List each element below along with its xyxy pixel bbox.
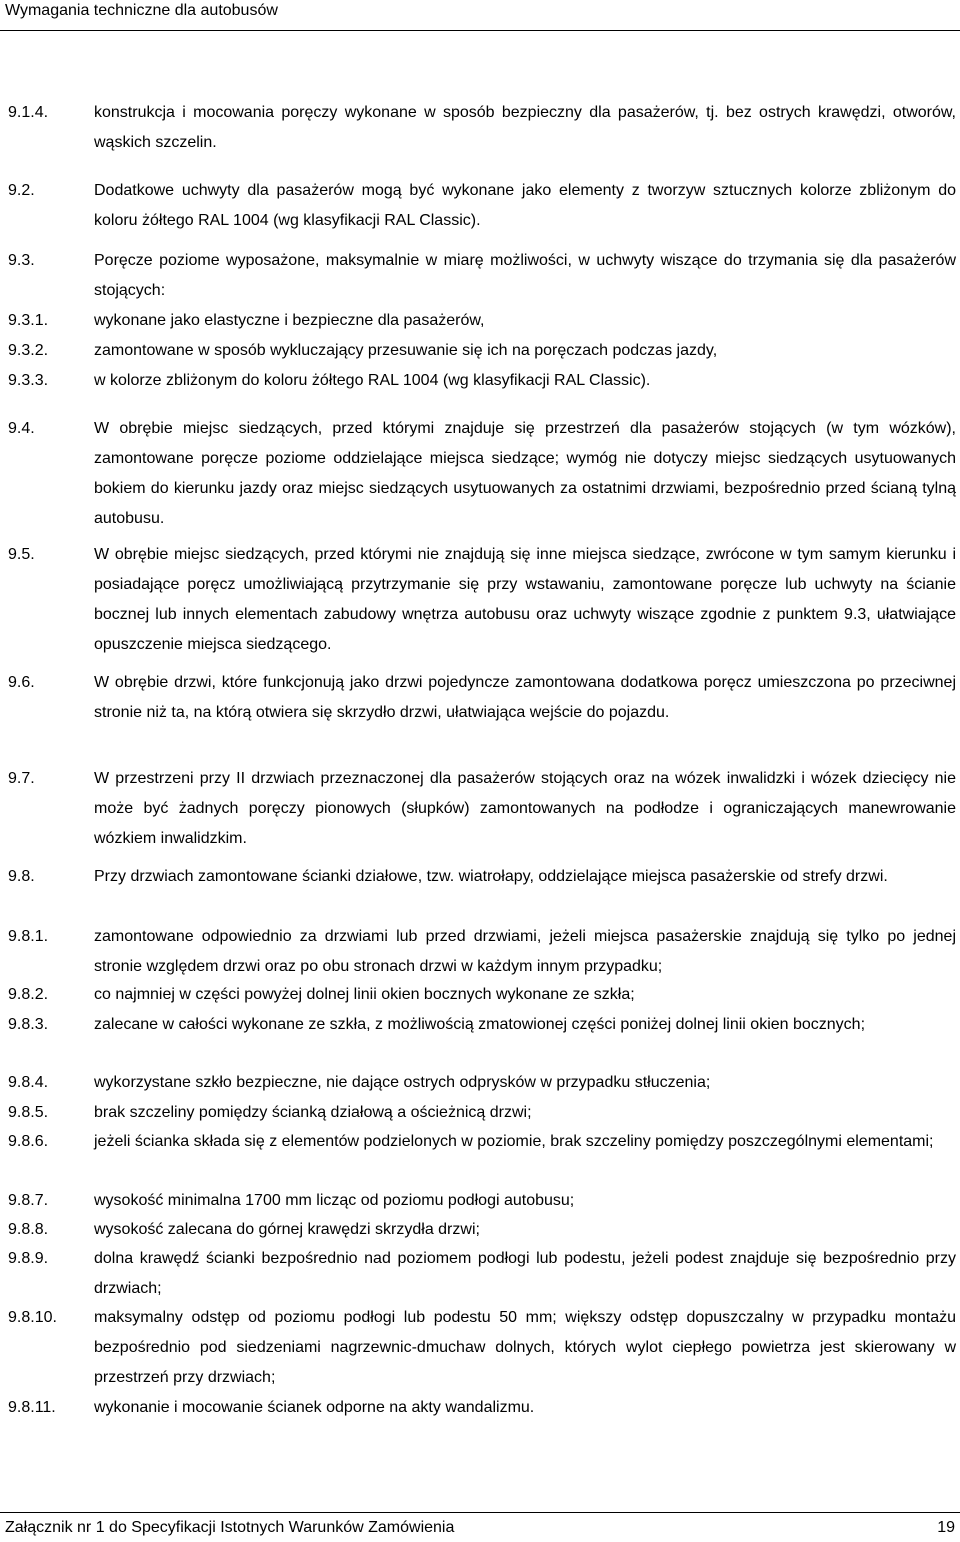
item-number: 9.5. xyxy=(8,546,35,563)
footer-text: Załącznik nr 1 do Specyfikacji Istotnych Warunków Zamówienia xyxy=(5,1519,455,1536)
item-number: 9.3.3. xyxy=(8,372,49,389)
item-number: 9.8.8. xyxy=(8,1221,49,1238)
item-text: W obrębie miejsc siedzących, przed którymi znajduje się przestrzeń dla pasażerów stojących (w tym wózków), zamontowane poręcze poziome oddzielające miejsca siedzące; wymóg nie dotyczy miejsc siedzących usytuowanych bokiem do kierunku jazdy oraz miejsc siedzących usytuowanych za ostatnimi drzwiami, bezpośrednio przed ścianą tylną autobusu. xyxy=(94,420,956,527)
item-text: w kolorze zbliżonym do koloru żółtego RAL 1004 (wg klasyfikacji RAL Classic). xyxy=(94,372,651,389)
item-text: W przestrzeni przy II drzwiach przeznaczonej dla pasażerów stojących oraz na wózek inwalidzki i wózek dziecięcy nie może być żadnych poręczy pionowych (słupków) zamontowanych na podłodze i ograniczających manewrowanie wózkiem inwalidzkim. xyxy=(94,770,956,847)
item-number: 9.8.6. xyxy=(8,1133,49,1150)
item-number: 9.8.3. xyxy=(8,1016,49,1033)
item-number: 9.8.5. xyxy=(8,1104,49,1121)
item-text: konstrukcja i mocowania poręczy wykonane w sposób bezpieczny dla pasażerów, tj. bez ostrych krawędzi, otworów, wąskich szczelin. xyxy=(94,104,956,151)
item-number: 9.8.1. xyxy=(8,928,49,945)
item-text: zamontowane w sposób wykluczający przesuwanie się ich na poręczach podczas jazdy, xyxy=(94,342,718,359)
item-text: wykonane jako elastyczne i bezpieczne dla pasażerów, xyxy=(94,312,485,329)
page-footer xyxy=(0,1512,960,1542)
item-number: 9.8.7. xyxy=(8,1192,49,1209)
item-number: 9.4. xyxy=(8,420,35,437)
item-text: zalecane w całości wykonane ze szkła, z możliwością zmatowionej części poniżej dolnej linii okien bocznych; xyxy=(94,1016,866,1033)
item-number: 9.6. xyxy=(8,674,35,691)
item-text: wykonanie i mocowanie ścianek odporne na akty wandalizmu. xyxy=(94,1399,535,1416)
item-number: 9.2. xyxy=(8,182,35,199)
item-text: wykorzystane szkło bezpieczne, nie dające ostrych odprysków w przypadku stłuczenia; xyxy=(94,1074,711,1091)
item-text: Poręcze poziome wyposażone, maksymalnie w miarę możliwości, w uchwyty wiszące do trzymania się dla pasażerów stojących: xyxy=(94,252,956,299)
item-number: 9.1.4. xyxy=(8,104,49,121)
item-text: wysokość zalecana do górnej krawędzi skrzydła drzwi; xyxy=(94,1221,480,1238)
item-text: dolna krawędź ścianki bezpośrednio nad poziomem podłogi lub podestu, jeżeli podest znajduje się bezpośrednio przy drzwiach; xyxy=(94,1250,956,1297)
page-number: 19 xyxy=(937,1519,955,1536)
item-number: 9.7. xyxy=(8,770,35,787)
item-number: 9.8.4. xyxy=(8,1074,49,1091)
item-number: 9.8. xyxy=(8,868,35,885)
item-text: maksymalny odstęp od poziomu podłogi lub podestu 50 mm; większy odstęp dopuszczalny w przypadku montażu bezpośrednio pod siedzeniami nagrzewnic-dmuchaw dolnych, których wylot ciepłego powietrza jest skierowany w przestrzeń przy drzwiach; xyxy=(94,1309,956,1386)
item-text: brak szczeliny pomiędzy ścianką działową a ościeżnicą drzwi; xyxy=(94,1104,532,1121)
item-number: 9.3.1. xyxy=(8,312,49,329)
item-text: W obrębie miejsc siedzących, przed którymi nie znajdują się inne miejsca siedzące, zwrócone w tym samym kierunku i posiadające poręcz umożliwiającą przytrzymanie się przy wstawaniu, zamontowane poręcze lub uchwyty na ścianie bocznej lub innych elementach zabudowy wnętrza autobusu oraz uchwyty wiszące zgodnie z punktem 9.3, ułatwiające opuszczenie miejsca siedzącego. xyxy=(94,546,956,653)
item-number: 9.8.2. xyxy=(8,986,49,1003)
item-text: jeżeli ścianka składa się z elementów podzielonych w poziomie, brak szczeliny pomiędzy poszczególnymi elementami; xyxy=(94,1133,934,1150)
item-text: Przy drzwiach zamontowane ścianki działowe, tzw. wiatrołapy, oddzielające miejsca pasażerskie od strefy drzwi. xyxy=(94,868,888,885)
item-text: Dodatkowe uchwyty dla pasażerów mogą być wykonane jako elementy z tworzyw sztucznych kolorze zbliżonym do koloru żółtego RAL 1004 (wg klasyfikacji RAL Classic). xyxy=(94,182,956,229)
header-title: Wymagania techniczne dla autobusów xyxy=(5,2,278,19)
page-header xyxy=(0,0,960,31)
item-number: 9.8.10. xyxy=(8,1309,57,1326)
item-text: zamontowane odpowiednio za drzwiami lub przed drzwiami, jeżeli miejsca pasażerskie znajdują się tylko po jednej stronie względem drzwi oraz po obu stronach drzwi w każdym innym przypadku; xyxy=(94,928,956,975)
item-number: 9.8.9. xyxy=(8,1250,49,1267)
item-number: 9.3.2. xyxy=(8,342,49,359)
item-text: W obrębie drzwi, które funkcjonują jako drzwi pojedyncze zamontowana dodatkowa poręcz umieszczona po przeciwnej stronie niż ta, na którą otwiera się skrzydło drzwi, ułatwiająca wejście do pojazdu. xyxy=(94,674,956,721)
item-number: 9.3. xyxy=(8,252,35,269)
item-text: wysokość minimalna 1700 mm licząc od poziomu podłogi autobusu; xyxy=(94,1192,575,1209)
item-number: 9.8.11. xyxy=(8,1399,56,1416)
item-text: co najmniej w części powyżej dolnej linii okien bocznych wykonane ze szkła; xyxy=(94,986,635,1003)
